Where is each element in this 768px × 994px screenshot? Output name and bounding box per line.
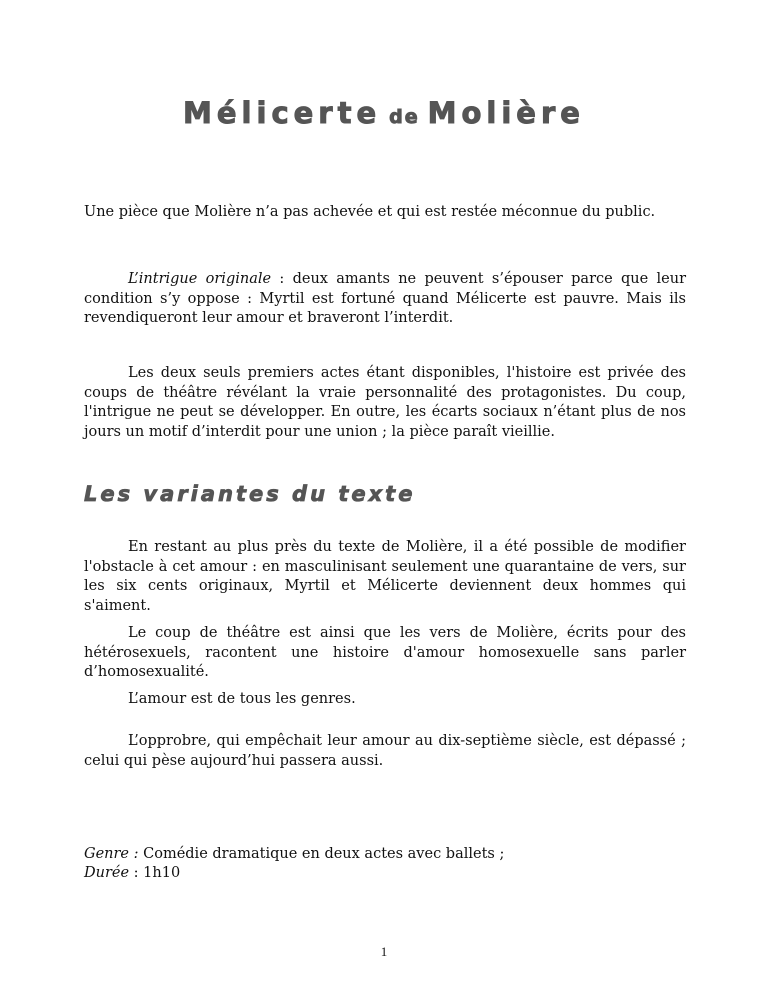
section-heading: Les variantes du texte — [84, 482, 416, 506]
intrigue-text: : deux amants ne peuvent s’épouser parce que leur condition s’y oppose : Myrtil est fortuné quand Mélicerte est pauvre. Mais ils revendiqueront leur amour et braveront l’interdit. — [84, 271, 687, 326]
paragraph-coup-de-theatre — [84, 624, 686, 683]
intrigue-lead: L’intrigue originale — [128, 271, 272, 287]
paragraph-actes — [84, 364, 686, 442]
variantes-text: En restant au plus près du texte de Molière, il a été possible de modifier l'obstacle à cet amour : en masculinisant seulement une quarantaine de vers, sur les six cents originaux, Myrtil et Mélicerte deviennent deux hommes qui s'aiment. — [84, 539, 686, 614]
paragraph-opprobre — [84, 732, 686, 771]
page-number: 1 — [380, 944, 388, 959]
paragraph-intrigue — [84, 270, 686, 329]
title-part-2: de — [389, 106, 420, 128]
paragraph-amour — [84, 690, 686, 710]
genre-line — [84, 845, 504, 865]
opprobre-text: L’opprobre, qui empêchait leur amour au dix-septième siècle, est dépassé ; celui qui pèse aujourd’hui passera aussi. — [84, 733, 686, 769]
coup-de-theatre-text: Le coup de théâtre est ainsi que les vers de Molière, écrits pour des hétérosexuels, racontent une histoire d'amour homosexuelle sans parler d’homosexualité. — [84, 625, 686, 680]
duree-value: : 1h10 — [129, 865, 181, 881]
duree-label: Durée — [84, 865, 130, 881]
intro-paragraph: Une pièce que Molière n’a pas achevée et qui est restée méconnue du public. — [84, 204, 656, 220]
document-title — [0, 96, 768, 130]
genre-value: Comédie dramatique en deux actes avec ballets ; — [138, 846, 505, 862]
title-part-1: Mélicerte — [183, 96, 382, 130]
duree-line — [84, 864, 180, 884]
paragraph-variantes — [84, 538, 686, 616]
amour-text: L’amour est de tous les genres. — [128, 691, 356, 707]
title-part-3: Molière — [427, 96, 585, 130]
actes-text: Les deux seuls premiers actes étant disponibles, l'histoire est privée des coups de théâtre révélant la vraie personnalité des protagonistes. Du coup, l'intrigue ne peut se développer. En outre, les écarts sociaux n’étant plus de nos jours un motif d’interdit pour une union ; la pièce paraît vieillie. — [84, 365, 686, 440]
genre-label: Genre : — [84, 846, 139, 862]
